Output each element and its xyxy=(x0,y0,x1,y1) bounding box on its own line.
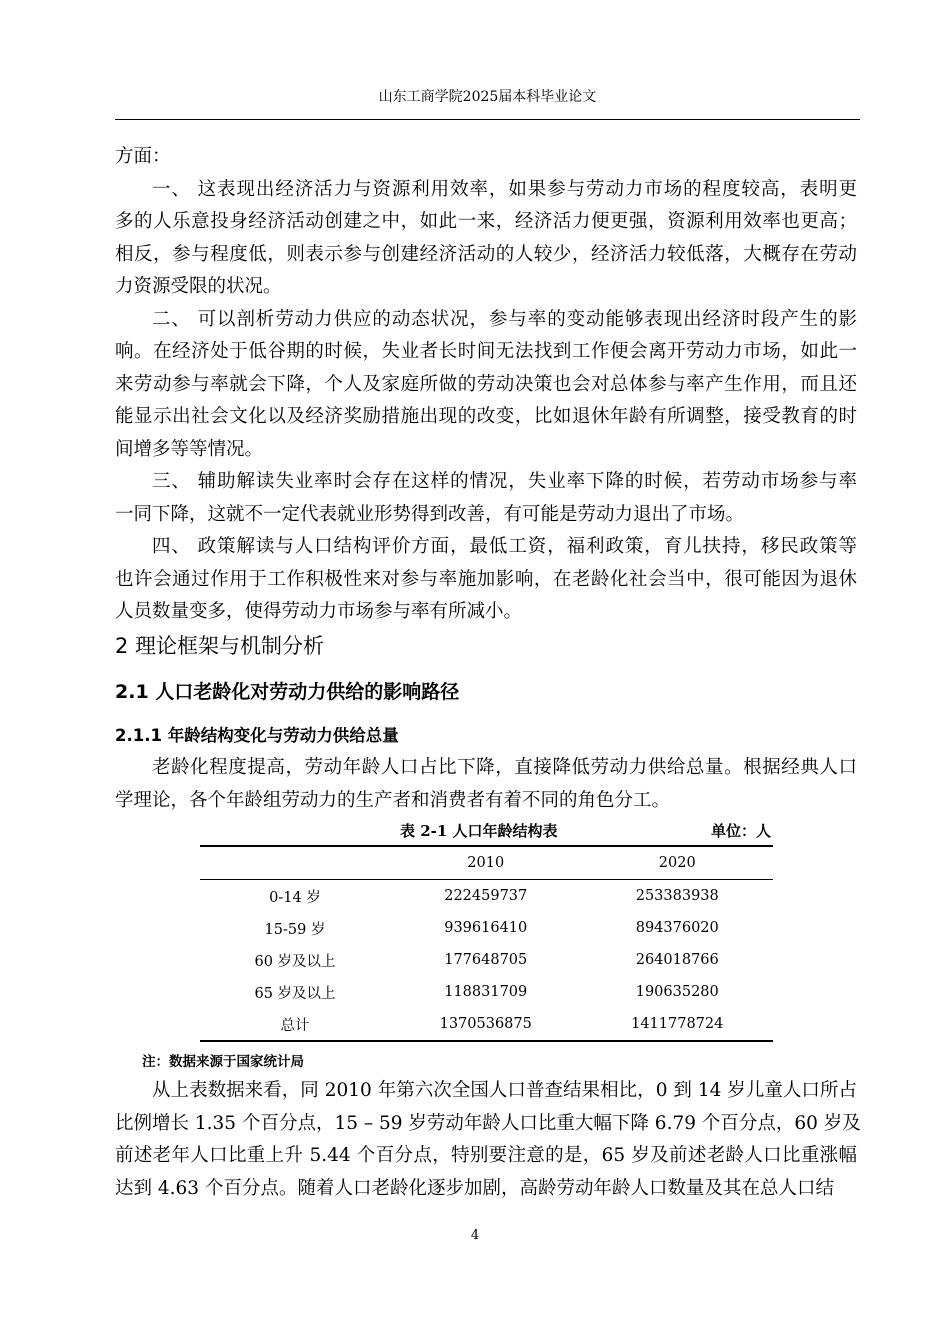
text-line: 一同下降，这就不一定代表就业形势得到改善，有可能是劳动力退出了市场。 xyxy=(115,503,745,525)
text-line: 四、 政策解读与人口结构评价方面，最低工资，福利政策，育儿扶持，移民政策等 xyxy=(152,536,857,557)
page-number: 4 xyxy=(470,1228,480,1243)
body-text-mid xyxy=(115,752,857,817)
text-line: 一、 这表现出经济活力与资源利用效率，如果参与劳动力市场的程度较高，表明更 xyxy=(152,178,857,200)
table-row xyxy=(200,880,773,913)
table-caption-row xyxy=(200,820,773,842)
row-label: 15-59 岁 xyxy=(264,921,326,938)
table-header-cell: 2020 xyxy=(582,846,774,880)
table-note: 注：数据来源于国家统计局 xyxy=(142,1054,304,1070)
age-structure-table xyxy=(200,845,773,1042)
table-cell: 1411778724 xyxy=(582,1008,774,1041)
heading-section-2-1-1: 2.1.1 年龄结构变化与劳动力供给总量 xyxy=(115,726,399,745)
table-cell: 118831709 xyxy=(444,984,528,1000)
text-line: 人员数量变多，使得劳动力市场参与率有所减小。 xyxy=(115,601,523,622)
table-cell: 939616410 xyxy=(444,920,528,936)
text-line: 来劳动参与率就会下降，个人及家庭所做的劳动决策也会对总体参与率产生作用，而且还 xyxy=(115,373,857,395)
table-cell: 177648705 xyxy=(444,952,528,968)
table-row xyxy=(200,976,773,1008)
table-row xyxy=(200,944,773,976)
text-line: 间增多等等情况。 xyxy=(115,438,264,460)
table-cell: 1370536875 xyxy=(390,1008,582,1041)
body-text-bottom xyxy=(115,1075,861,1205)
text-line: 方面： xyxy=(115,146,171,167)
table-caption: 表 2-1 人口年龄结构表 xyxy=(400,822,558,840)
body-text-top xyxy=(115,141,857,629)
text-line: 达到 4.63 个百分点。随着人口老龄化逐步加剧，高龄劳动年龄人口数量及其在总人口结 xyxy=(115,1177,834,1199)
row-label: 0-14 岁 xyxy=(269,889,321,906)
table-row xyxy=(200,1008,773,1041)
table-cell: 190635280 xyxy=(635,984,719,1000)
table-cell: 894376020 xyxy=(635,920,719,936)
text-line: 学理论，各个年龄组劳动力的生产者和消费者有着不同的角色分工。 xyxy=(115,789,671,811)
heading-section-2-1: 2.1 人口老龄化对劳动力供给的影响路径 xyxy=(115,681,460,703)
text-line: 多的人乐意投身经济活动创建之中，如此一来，经济活力便更强，资源利用效率也更高； xyxy=(115,211,857,232)
text-line: 二、 可以剖析劳动力供应的动态状况，参与率的变动能够表现出经济时段产生的影 xyxy=(152,308,857,330)
row-label: 60 岁及以上 xyxy=(254,953,336,970)
text-line: 前述老年人口比重上升 5.44 个百分点，特别要注意的是，65 岁及前述老龄人口比重涨幅 xyxy=(115,1145,857,1166)
table-unit: 单位：人 xyxy=(710,822,771,840)
text-line: 力资源受限的状况。 xyxy=(115,276,282,297)
text-line: 相反，参与程度低，则表示参与创建经济活动的人较少，经济活力较低落，大概存在劳动 xyxy=(115,243,857,265)
table-header-row xyxy=(200,846,773,880)
table-header-cell: 2010 xyxy=(390,846,582,880)
table-row xyxy=(200,912,773,944)
table-header-cell xyxy=(200,846,390,880)
table-cell: 222459737 xyxy=(444,888,528,904)
table-cell: 253383938 xyxy=(635,888,719,904)
text-line: 能显示出社会文化以及经济奖励措施出现的改变，比如退休年龄有所调整，接受教育的时 xyxy=(115,406,857,427)
row-label: 65 岁及以上 xyxy=(254,985,336,1002)
text-line: 从上表数据来看，同 2010 年第六次全国人口普查结果相比，0 到 14 岁儿童人口所占 xyxy=(152,1080,857,1101)
heading-section-2: 2 理论框架与机制分析 xyxy=(115,634,325,658)
header-rule xyxy=(115,119,860,120)
running-header: 山东工商学院2025届本科毕业论文 xyxy=(378,89,597,105)
table-cell: 264018766 xyxy=(635,952,719,968)
text-line: 老龄化程度提高，劳动年龄人口占比下降，直接降低劳动力供给总量。根据经典人口 xyxy=(152,757,857,778)
text-line: 响。在经济处于低谷期的时候，失业者长时间无法找到工作便会离开劳动力市场，如此一 xyxy=(115,341,857,362)
row-label: 总计 xyxy=(200,1008,390,1041)
text-line: 三、 辅助解读失业率时会存在这样的情况，失业率下降的时候，若劳动市场参与率 xyxy=(152,471,857,492)
text-line: 比例增长 1.35 个百分点，15 – 59 岁劳动年龄人口比重大幅下降 6.79 个百分点，60 岁及 xyxy=(115,1112,861,1134)
text-line: 也许会通过作用于工作积极性来对参与率施加影响，在老龄化社会当中，很可能因为退休 xyxy=(115,568,857,590)
